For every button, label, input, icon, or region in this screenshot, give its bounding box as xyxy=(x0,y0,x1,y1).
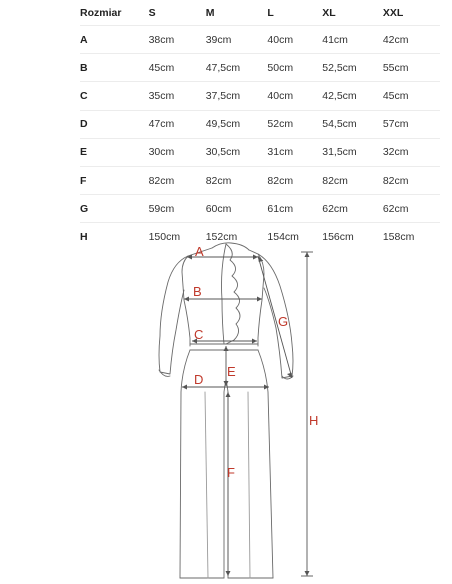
table-cell: 61cm xyxy=(267,195,322,223)
table-cell: 49,5cm xyxy=(206,110,268,138)
jumpsuit-measurement-diagram xyxy=(0,240,452,584)
table-cell: 52cm xyxy=(267,110,322,138)
label-e: E xyxy=(227,364,236,379)
front-placket-outline xyxy=(222,244,227,344)
table-cell: 30cm xyxy=(149,138,206,166)
row-label: B xyxy=(80,54,149,82)
table-cell: 52,5cm xyxy=(322,54,383,82)
bodice-right-outline xyxy=(249,250,264,346)
table-cell: 35cm xyxy=(149,82,206,110)
table-cell: 59cm xyxy=(149,195,206,223)
table-cell: 42,5cm xyxy=(322,82,383,110)
table-cell: 37,5cm xyxy=(206,82,268,110)
table-cell: 40cm xyxy=(267,26,322,54)
header-size-l: L xyxy=(267,0,322,26)
row-label: G xyxy=(80,195,149,223)
row-label: C xyxy=(80,82,149,110)
table-row xyxy=(80,54,440,82)
label-h: H xyxy=(309,413,319,428)
measurement-labels xyxy=(193,244,318,480)
table-cell: 158cm xyxy=(382,230,415,243)
table-cell: 154cm xyxy=(267,230,299,243)
table-cell: 152cm xyxy=(205,230,238,243)
label-g: G xyxy=(278,314,289,329)
table-row xyxy=(80,110,440,138)
row-label: H xyxy=(80,230,88,243)
trouser-crease-lines xyxy=(205,392,250,578)
label-f: F xyxy=(227,465,235,480)
table-cell: 31,5cm xyxy=(322,138,383,166)
table-cell: 47cm xyxy=(149,110,206,138)
table-cell: 30,5cm xyxy=(206,138,268,166)
table-row xyxy=(80,195,440,223)
table-cell: 41cm xyxy=(322,26,383,54)
left-sleeve-outline xyxy=(159,256,188,374)
header-size-s: S xyxy=(149,0,206,26)
table-cell: 47,5cm xyxy=(206,54,268,82)
label-b: B xyxy=(193,284,202,299)
row-label: E xyxy=(80,138,149,166)
size-chart-table xyxy=(80,0,440,251)
table-cell: 62cm xyxy=(322,195,383,223)
jumpsuit-outline xyxy=(159,243,293,578)
table-cell: 156cm xyxy=(322,230,354,243)
table-row xyxy=(80,26,440,54)
row-label: D xyxy=(80,110,149,138)
header-rozmiar: Rozmiar xyxy=(80,0,149,26)
row-label: A xyxy=(80,26,149,54)
label-a: A xyxy=(195,244,204,259)
table-cell: 39cm xyxy=(206,26,268,54)
label-d: D xyxy=(194,372,204,387)
table-cell: 45cm xyxy=(149,54,206,82)
table-cell: 32cm xyxy=(383,138,440,166)
waistband-outline xyxy=(190,344,258,350)
table-cell: 150cm xyxy=(148,230,181,243)
table-cell: 62cm xyxy=(383,195,440,223)
row-label: F xyxy=(80,166,149,194)
table-cell: 38cm xyxy=(149,26,206,54)
table-cell: 54,5cm xyxy=(322,110,383,138)
size-header-row xyxy=(80,0,440,26)
table-cell: 40cm xyxy=(267,82,322,110)
trouser-hip-left xyxy=(180,350,190,578)
table-row xyxy=(80,82,440,110)
table-cell: 82cm xyxy=(149,166,206,194)
table-cell: 57cm xyxy=(383,110,440,138)
header-size-m: M xyxy=(206,0,268,26)
table-cell: 50cm xyxy=(267,54,322,82)
table-cell: 82cm xyxy=(322,166,383,194)
table-cell: 55cm xyxy=(383,54,440,82)
table-cell: 42cm xyxy=(383,26,440,54)
table-cell: 82cm xyxy=(383,166,440,194)
table-cell: 82cm xyxy=(267,166,322,194)
table-cell: 45cm xyxy=(383,82,440,110)
front-ruffle-outline xyxy=(226,244,240,344)
trouser-hip-right xyxy=(258,350,273,578)
table-cell: 60cm xyxy=(206,195,268,223)
header-size-xl: XL xyxy=(322,0,383,26)
table-row xyxy=(80,166,440,194)
header-size-xxl: XXL xyxy=(383,0,440,26)
table-cell: 82cm xyxy=(206,166,268,194)
table-cell: 31cm xyxy=(267,138,322,166)
label-c: C xyxy=(194,327,204,342)
table-row xyxy=(80,138,440,166)
measurement-lines xyxy=(182,252,313,576)
